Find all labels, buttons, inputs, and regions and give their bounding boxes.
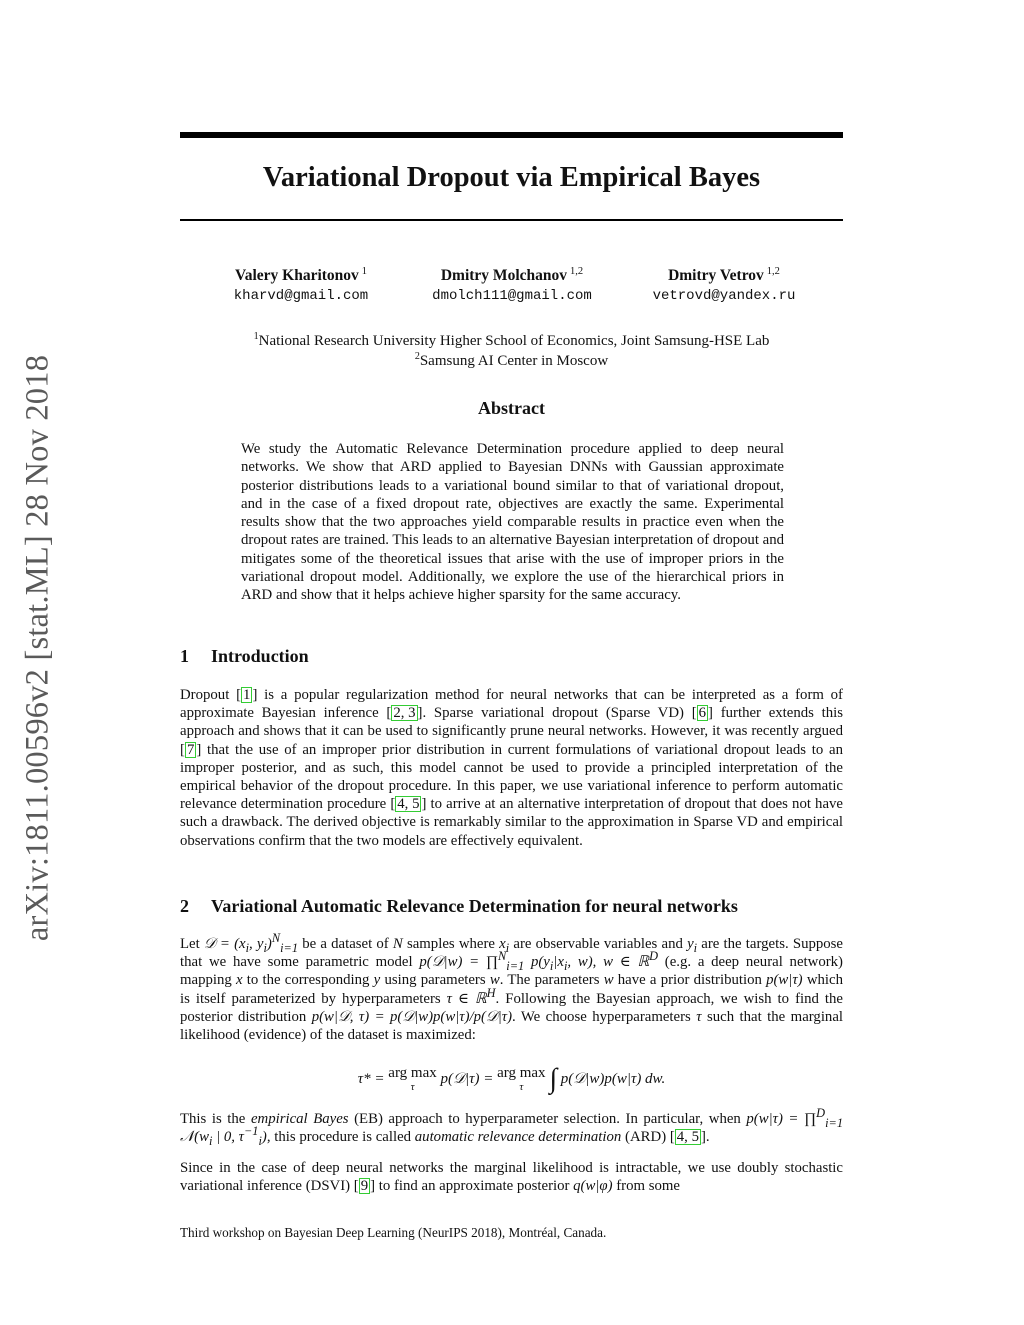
citation-link[interactable]: 4, 5: [397, 796, 420, 813]
text-run: such that the marginal likelihood (evidence) of the dataset is maximized:: [180, 1008, 844, 1044]
text-run: to the corresponding: [242, 972, 374, 989]
text-run: to arrive at an alternative interpretation of dropout that does not have such a drawback. The derived objective is remarkably similar to the approximation in Sparse VD and empirical observations confirm that the two models are effectively equivalent.: [180, 796, 843, 849]
math-sub: i: [258, 1134, 262, 1149]
citation-link[interactable]: 1: [243, 687, 251, 703]
math: w: [489, 972, 500, 989]
author-name: Valery Kharitonov: [234, 267, 359, 284]
text-run: using parameters: [380, 972, 490, 989]
text-run: have a prior distribution: [613, 972, 767, 989]
equation-middle: p(𝒟|τ) =: [436, 1071, 498, 1087]
author-email[interactable]: vetrovd@yandex.ru: [652, 288, 796, 304]
math: y: [373, 972, 381, 989]
footnote: Third workshop on Bayesian Deep Learning (NeurIPS 2018), Montréal, Canada.: [180, 1225, 607, 1240]
text-run: is a popular regularization method for neural networks that can be interpreted as a form of approximate Bayesian inference: [180, 687, 843, 722]
equation-lhs: τ* =: [357, 1071, 389, 1087]
citation-link[interactable]: 7: [186, 741, 195, 758]
math: q(w|φ): [573, 1178, 613, 1195]
evidence-equation: [180, 1062, 843, 1097]
emphasis: empirical Bayes: [250, 1111, 349, 1127]
paper-title: Variational Dropout via Empirical Bayes: [262, 162, 761, 193]
author-affiliation-mark: 1,2: [766, 266, 780, 277]
math: τ ∈ ℝ: [446, 990, 487, 1007]
author-affiliation-mark: 1: [361, 266, 368, 277]
abstract-body: We study the Automatic Relevance Determination procedure applied to deep neural networks. We show that ARD applied to Bayesian DNNs with Gaussian approximate posterior distributions leads to a variational bound similar to that of variational dropout, and in the case of a fixed dropout rate, objectives are exactly the same. Experimental results show that the two approaches yield comparable results in practice even when the dropout rates are trained. This leads to an alternative Bayesian interpretation of dropout and mitigates some of the theoretical issues that arise with the use of improper priors in the variational dropout model. Additionally, we explore the use of the hierarchical priors in ARD and show that it helps achieve higher sparsity for the same accuracy.: [241, 441, 784, 604]
text-run: (e.g. a deep neural network) mapping: [180, 954, 843, 989]
text-run: to find an approximate posterior: [375, 1178, 574, 1195]
math-sub: i: [245, 940, 250, 955]
text-run: .: [705, 1129, 710, 1146]
title-rule-top: [180, 132, 843, 138]
math: N: [392, 936, 403, 952]
math-sub: i: [208, 1134, 213, 1149]
text-run: that the use of an improper prior distribution in current formulations of variational dropout leads to an improper posterior, and as such, this model cannot be used to provide a principled interpretation of the empirical behavior of the dropout procedure. In this paper, we use variational inference to perform automatic relevance determination procedure: [180, 741, 843, 813]
text-run: . We choose hyperparameters: [512, 1008, 697, 1025]
math: | 0, τ: [212, 1129, 244, 1146]
math: x: [236, 972, 243, 989]
argmax-subscript: τ: [410, 1080, 415, 1093]
math-sub: i: [263, 940, 267, 955]
math: |x: [553, 954, 564, 971]
math: ): [266, 936, 272, 952]
text-run: This is the: [180, 1111, 251, 1127]
math: ): [261, 1129, 267, 1146]
math-sup: D: [649, 949, 659, 964]
intro-paragraph: Dropout [ 1 ] is a popular regularization method for neural networks that can be interpreted as a form of approximate Bayesian inference [ 2, 3 ]. Sparse variational dropout (Sparse VD) [ 6 ] further extends this approach and shows that it can be used to significantly prune neural networks. However, it was recently argued [ 7 ] that the use of an improper prior distribution in current formulations of variational dropout leads to an improper posterior, and as such, this model cannot be used to provide a principled interpretation of the empirical behavior of the dropout procedure. In this paper, we use variational inference to perform automatic relevance determination procedure [ 4, 5 ] to arrive at an alternative interpretation of dropout that does not have such a drawback. The derived objective is remarkably similar to the approximation in Sparse VD and empirical observations confirm that the two models are effectively equivalent.: [180, 687, 843, 849]
math-sup: N: [498, 949, 507, 964]
math: p(y: [524, 954, 550, 971]
affiliation-text: Samsung AI Center in Moscow: [419, 352, 609, 369]
section2-paragraph-2: This is the empirical Bayes (EB) approach to hyperparameter selection. In particular, when p(w|τ) = ∏$^D_{i=1}$ $𝒩(w_i$ | 0, $\tau^{-1}_i$), this procedure is called automatic relevance determination (ARD) [ 4, 5 ].: [180, 1106, 843, 1149]
math: , y: [249, 936, 264, 952]
citation-link[interactable]: 2, 3: [393, 705, 416, 722]
text-run: . Following the Bayesian approach, we wish to find the posterior distribution: [180, 990, 843, 1025]
affiliation-mark: 1: [253, 331, 259, 342]
math: 𝒩(w: [180, 1129, 209, 1146]
math: w: [603, 972, 614, 989]
citation-link[interactable]: 4, 5: [676, 1129, 699, 1146]
affiliations: [180, 332, 843, 371]
section-title: Variational Automatic Relevance Determination for neural networks: [211, 896, 738, 916]
section-heading: [180, 645, 843, 667]
abstract-heading: Abstract: [478, 398, 545, 418]
author-block: [215, 266, 387, 306]
math: y: [687, 936, 694, 952]
author-name: Dmitry Vetrov: [668, 267, 764, 284]
argmax-text: arg max: [497, 1064, 546, 1081]
emphasis: automatic relevance determination: [414, 1129, 622, 1146]
math: τ: [696, 1008, 702, 1025]
author-affiliation-mark: 1,2: [570, 266, 584, 277]
text-run: are the targets. Suppose that we have some parametric model: [180, 936, 843, 971]
text-run: from some: [612, 1178, 680, 1195]
text-run: . Sparse variational dropout (Sparse VD): [422, 705, 692, 722]
text-run: which is itself parameterized by hyperparameters: [180, 972, 843, 1007]
section2-paragraph-1: [180, 931, 844, 1044]
text-run: further extends this approach and shows that it can be used to significantly prune neural networks. However, it was recently argued: [180, 705, 843, 740]
math-sub: i=1: [506, 959, 525, 974]
text-run: . The parameters: [499, 972, 604, 989]
author-email[interactable]: dmolch111@gmail.com: [432, 288, 592, 304]
section2-paragraph-3: Since in the case of deep neural networks the marginal likelihood is intractable, we use doubly stochastic variational inference (DSVI) [ 9 ] to find an approximate posterior q(w|φ) from some: [180, 1160, 843, 1195]
math: p(w|τ) = ∏: [746, 1111, 817, 1127]
math-sub: i=1: [280, 940, 299, 955]
text-run: (EB) approach to hyperparameter selection. In particular, when: [348, 1111, 747, 1127]
math-sup: H: [486, 985, 496, 1000]
author-block: [640, 266, 808, 306]
math-sub: i: [505, 940, 510, 955]
section-number: 1: [180, 646, 189, 666]
author-email[interactable]: kharvd@gmail.com: [233, 288, 369, 304]
affiliation-mark: 2: [414, 350, 420, 362]
argmax-operator: [497, 1066, 545, 1094]
text-run: , this procedure is called: [266, 1129, 415, 1146]
arxiv-identifier-stamp: arXiv:1811.00596v2 [stat.ML] 28 Nov 2018: [19, 354, 56, 942]
section-heading: [180, 895, 843, 917]
text-run: Since in the case of deep neural networks the marginal likelihood is intractable, we use doubly stochastic variational inference (DSVI): [180, 1160, 843, 1195]
math: x: [499, 936, 506, 952]
text-run: be a dataset of: [298, 936, 393, 952]
math: p(w|τ): [766, 972, 803, 989]
equation-rhs: p(𝒟|w)p(w|τ) dw.: [556, 1071, 666, 1087]
citation-link[interactable]: 6: [698, 705, 707, 722]
text-run: are observable variables and: [509, 936, 688, 952]
math: p(w|𝒟, τ) = p(𝒟|w)p(w|τ)/p(𝒟|τ): [311, 1008, 513, 1025]
math-sub: i: [549, 959, 554, 974]
citation-link[interactable]: 9: [360, 1178, 369, 1195]
math: p(𝒟|w) = ∏: [419, 954, 499, 971]
text-run: (ARD): [621, 1129, 670, 1146]
math-sub: i=1: [825, 1115, 843, 1130]
author-name: Dmitry Molchanov: [440, 267, 567, 284]
text-run: Let: [180, 936, 204, 952]
section-title: Introduction: [211, 646, 309, 666]
argmax-subscript: τ: [519, 1080, 524, 1093]
math: 𝒟 = (x: [203, 936, 246, 952]
integral-sign: ∫: [549, 1063, 557, 1095]
math-sup: D: [816, 1106, 826, 1121]
text-run: Dropout: [180, 687, 237, 703]
math-sup: N: [271, 931, 281, 946]
author-block: [412, 266, 612, 306]
argmax-operator: [388, 1066, 436, 1094]
text-run: samples where: [402, 936, 500, 952]
section-number: 2: [180, 896, 189, 916]
math: , w), w ∈ ℝ: [567, 954, 650, 971]
math-sub: i: [693, 940, 698, 955]
math-sub: i: [563, 959, 568, 974]
title-rule-bottom: [180, 219, 843, 221]
affiliation-text: National Research University Higher School of Economics, Joint Samsung-HSE Lab: [258, 333, 770, 349]
argmax-text: arg max: [388, 1064, 437, 1081]
math-sup: −1: [243, 1124, 259, 1139]
